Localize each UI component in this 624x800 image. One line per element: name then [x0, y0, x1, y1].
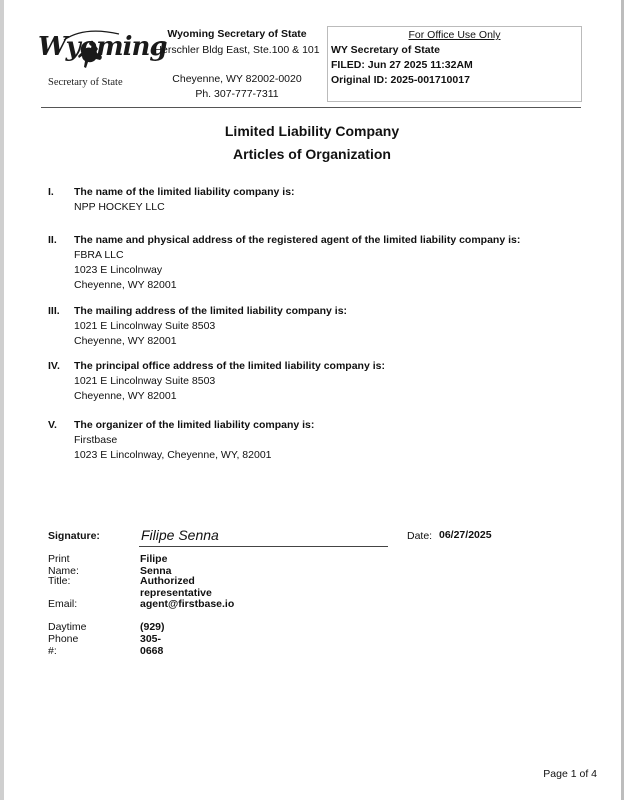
email-value: agent@firstbase.io: [140, 598, 235, 610]
section-line: 1023 E Lincolnway, Cheyenne, WY, 82001: [74, 449, 272, 461]
section-line: Cheyenne, WY 82001: [74, 335, 177, 347]
section-number: IV.: [48, 360, 60, 372]
office-use-line: WY Secretary of State: [331, 44, 440, 56]
document-title: [0, 120, 624, 166]
section-line: 1021 E Lincolnway Suite 8503: [74, 375, 216, 387]
phone-label: Daytime Phone #:: [48, 621, 87, 657]
agency-address-block: [152, 27, 322, 102]
office-use-box: [327, 26, 582, 102]
phone-value: (929) 305-0668: [140, 621, 165, 657]
page-number: Page 1 of 4: [543, 768, 597, 780]
signature-value: Filipe Senna: [141, 527, 219, 543]
logo-subtitle: Secretary of State: [48, 77, 123, 88]
date-value: 06/27/2025: [439, 529, 492, 541]
title-line-2: Articles of Organization: [233, 146, 391, 162]
section-body: [74, 418, 564, 463]
wyoming-logo: [34, 22, 167, 92]
section-line: Firstbase: [74, 434, 118, 446]
section-number: II.: [48, 234, 57, 246]
email-label: Email:: [48, 598, 78, 610]
section-body: [74, 233, 564, 293]
agency-address-line: Herschler Bldg East, Ste.100 & 101: [154, 44, 320, 56]
section-number: III.: [48, 305, 60, 317]
signature-label: Signature:: [48, 530, 100, 542]
office-use-title: For Office Use Only: [408, 29, 501, 41]
section-line: Cheyenne, WY 82001: [74, 390, 177, 402]
filed-timestamp: FILED: Jun 27 2025 11:32AM: [331, 59, 473, 71]
section-heading: The mailing address of the limited liability company is:: [74, 305, 348, 317]
section-line: NPP HOCKEY LLC: [74, 201, 165, 213]
section-line: Cheyenne, WY 82001: [74, 279, 177, 291]
print-name-value: Filipe Senna: [140, 553, 172, 577]
title-label: Title:: [48, 575, 71, 587]
signature-line: [139, 546, 388, 547]
print-name-label: Print Name:: [48, 553, 79, 577]
section-heading: The name of the limited liability company is:: [74, 186, 295, 198]
date-label: Date:: [407, 530, 433, 542]
title-line-1: Limited Liability Company: [224, 123, 400, 139]
original-id: Original ID: 2025-001710017: [331, 74, 470, 86]
section-number: I.: [48, 186, 54, 198]
section-body: [74, 185, 564, 215]
section-body: [74, 359, 564, 404]
agency-phone: Ph. 307-777-7311: [195, 88, 279, 100]
section-number: V.: [48, 419, 57, 431]
header-divider: [41, 107, 581, 108]
section-line: 1021 E Lincolnway Suite 8503: [74, 320, 216, 332]
section-heading: The organizer of the limited liability company is:: [74, 419, 315, 431]
section-heading: The name and physical address of the registered agent of the limited liability company is:: [74, 234, 521, 246]
section-line: FBRA LLC: [74, 249, 124, 261]
section-body: [74, 304, 564, 349]
section-line: 1023 E Lincolnway: [74, 264, 163, 276]
agency-city-line: Cheyenne, WY 82002-0020: [172, 73, 302, 85]
logo-wordmark: Wyoming: [38, 32, 167, 62]
title-value: Authorized representative: [140, 575, 212, 599]
agency-name: Wyoming Secretary of State: [167, 28, 307, 40]
section-heading: The principal office address of the limited liability company is:: [74, 360, 385, 372]
